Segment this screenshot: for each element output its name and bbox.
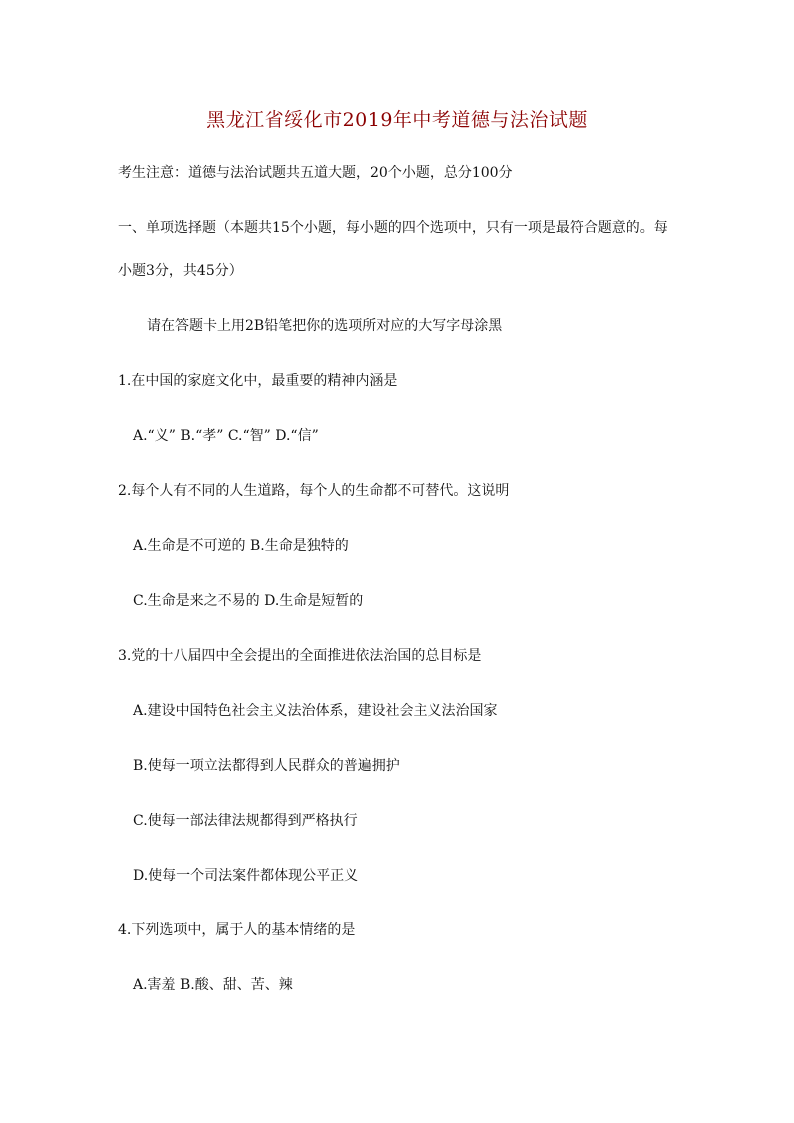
page-title: 黑龙江省绥化市2019年中考道德与法治试题 xyxy=(206,109,588,131)
question-3-stem: 3.党的十八届四中全会提出的全面推进依法治国的总目标是 xyxy=(118,648,482,664)
question-3-option-d: D.使每一个司法案件都体现公平正义 xyxy=(133,868,359,884)
question-4-stem: 4.下列选项中，属于人的基本情绪的是 xyxy=(118,922,356,938)
question-2-stem: 2.每个人有不同的人生道路，每个人的生命都不可替代。这说明 xyxy=(118,483,510,499)
question-1-stem: 1.在中国的家庭文化中，最重要的精神内涵是 xyxy=(118,373,398,389)
question-3-option-a: A.建设中国特色社会主义法治体系，建设社会主义法治国家 xyxy=(133,703,498,719)
section-instruction: 请在答题卡上用2B铅笔把你的选项所对应的大写字母涂黑 xyxy=(147,318,503,334)
question-3-option-b: B.使每一项立法都得到人民群众的普遍拥护 xyxy=(133,758,400,774)
section-heading-line2: 小题3分，共45分） xyxy=(118,263,243,279)
exam-notice: 考生注意：道德与法治试题共五道大题，20个小题，总分100分 xyxy=(118,165,513,181)
question-4-options: A.害羞 B.酸、甜、苦、辣 xyxy=(133,977,293,993)
section-heading-line1: 一、单项选择题（本题共15个小题，每小题的四个选项中，只有一项是最符合题意的。每 xyxy=(118,220,668,236)
question-2-options-cd: C.生命是来之不易的 D.生命是短暂的 xyxy=(133,593,364,609)
question-1-options: A.“义” B.“孝” C.“智” D.“信” xyxy=(133,428,319,444)
question-3-option-c: C.使每一部法律法规都得到严格执行 xyxy=(133,813,358,829)
question-2-options-ab: A.生命是不可逆的 B.生命是独特的 xyxy=(133,538,349,554)
